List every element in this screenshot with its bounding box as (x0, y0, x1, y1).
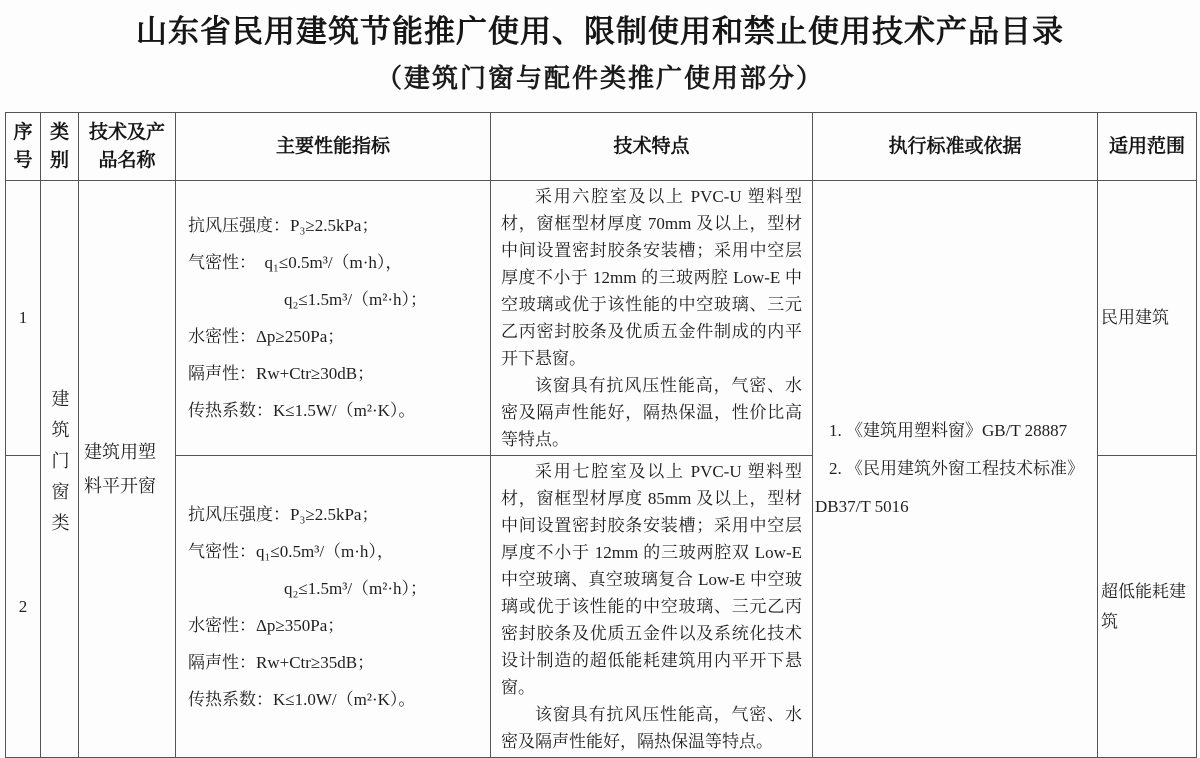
performance-line: 水密性：Δp≥350Pa； (188, 615, 345, 635)
features-cell-2 (491, 456, 813, 758)
serial-number-cell-1: 1 (6, 181, 41, 456)
performance-cell-1 (176, 181, 491, 456)
header-serial-number: 序号 (6, 113, 41, 181)
scope-label: 超低能耗建筑 (1101, 581, 1186, 631)
catalog-table (5, 112, 1197, 758)
standard-item: 1. 《建筑用塑料窗》GB/T 28887 (829, 421, 1068, 440)
performance-line: q₂≤1.5m³/（m²·h）； (284, 290, 428, 309)
scope-cell-1 (1098, 181, 1197, 456)
scope-label: 民用建筑 (1101, 308, 1169, 327)
table-row (6, 181, 1197, 456)
standard-item: DB37/T 5016 (815, 497, 909, 516)
category-cell (41, 181, 79, 758)
features-paragraph: 该窗具有抗风压性能高，气密、水密及隔声性能好，隔热保温，性价比高等特点。 (501, 376, 802, 449)
performance-line: 隔声性：Rw+Ctr≥35dB； (188, 652, 375, 672)
performance-line: 气密性： q₁≤0.5m³/（m·h）， (188, 253, 403, 272)
header-scope: 适用范围 (1098, 113, 1197, 181)
header-row (6, 113, 1197, 181)
header-performance: 主要性能指标 (176, 113, 491, 181)
product-name-cell (79, 181, 176, 758)
document-subtitle: （建筑门窗与配件类推广使用部分） (375, 64, 824, 93)
header-category: 类别 (41, 113, 79, 181)
performance-line: 抗风压强度：P₃≥2.5kPa； (188, 216, 379, 235)
features-paragraph: 该窗具有抗风压性能高，气密、水密及隔声性能好，隔热保温等特点。 (501, 705, 802, 751)
performance-line: 传热系数：K≤1.5W/（m²·K）。 (188, 401, 416, 420)
features-paragraph: 采用六腔室及以上 PVC-U 塑料型材，窗框型材厚度 70mm 及以上，型材中间设置密封胶条安装槽；采用中空层厚度不小于 12mm 的三玻两腔 Low-E 中空玻璃或优于该性能的中空玻璃、三元乙丙密封胶条及优质五金件制成的内平开下悬窗。 (501, 187, 802, 368)
header-features: 技术特点 (491, 113, 813, 181)
document-title: 山东省民用建筑节能推广使用、限制使用和禁止使用技术产品目录 (136, 14, 1064, 49)
header-product-name: 技术及产品名称 (79, 113, 176, 181)
performance-line: 水密性：Δp≥250Pa； (188, 327, 345, 346)
performance-line: 隔声性：Rw+Ctr≥30dB； (188, 364, 375, 383)
scope-cell-2 (1098, 456, 1197, 758)
standards-cell (813, 181, 1098, 758)
features-cell-1 (491, 181, 813, 456)
performance-cell-2 (176, 456, 491, 758)
performance-line: 气密性：q₁≤0.5m³/（m·h）， (188, 541, 394, 561)
performance-line: 抗风压强度：P₃≥2.5kPa； (188, 504, 379, 524)
features-paragraph: 采用七腔室及以上 PVC-U 塑料型材，窗框型材厚度 85mm 及以上，型材中间设置密封胶条安装槽；采用中空层厚度不小于 12mm 的三玻两腔双 Low-E 中空玻璃、真空玻璃复合 Low-E 中空玻璃或优于该性能的中空玻璃、三元乙丙密封胶条及优质五金件以及系统化技术设计制造的超低能耗建筑用内平开下悬窗。 (501, 462, 802, 697)
product-name-label: 建筑用塑料平开窗 (84, 442, 156, 496)
serial-number-cell-2: 2 (6, 456, 41, 758)
performance-line: 传热系数：K≤1.0W/（m²·K）。 (188, 689, 416, 709)
category-label: 建筑门窗类 (49, 389, 70, 544)
standard-item: 2. 《民用建筑外窗工程技术标准》 (829, 459, 1084, 478)
header-standards: 执行标准或依据 (813, 113, 1098, 181)
performance-line: q₂≤1.5m³/（m²·h）； (284, 578, 428, 598)
